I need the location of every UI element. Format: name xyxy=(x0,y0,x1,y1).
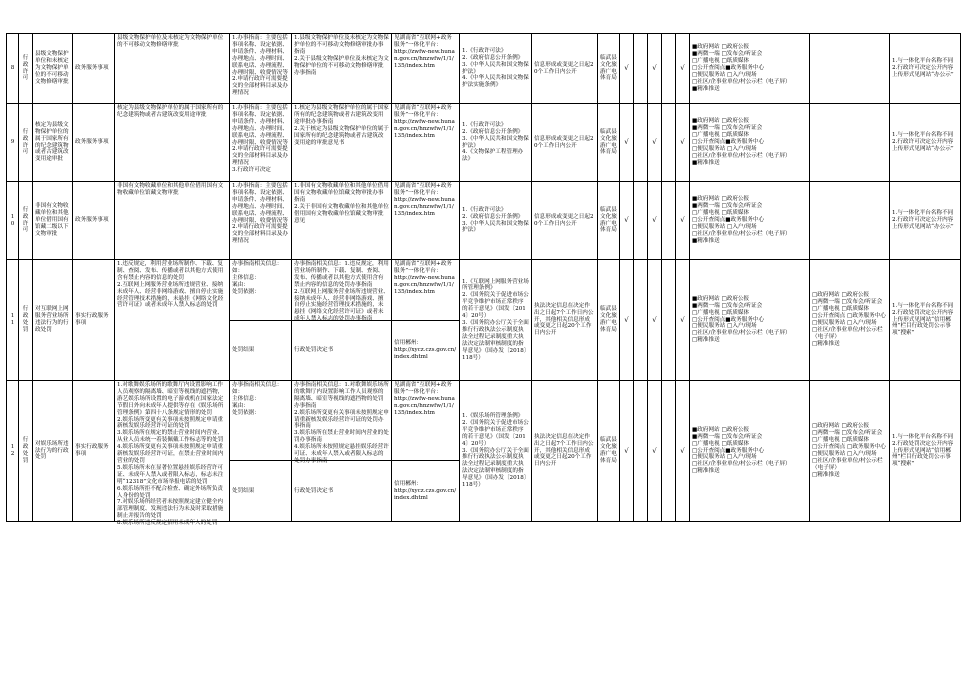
time-limit-cell: 执法决定信息在决定作出之日起7个工作日内公开，其他相关信息形成或变更之日起20个工作日内公开 xyxy=(532,381,598,522)
check-cell xyxy=(662,104,676,182)
remark-cell: 1.与一体化平台名称不同 2.行政许可决定公开内容上传形式见网站“办公示” xyxy=(890,182,961,260)
check-cell: √ xyxy=(620,260,634,381)
check-cell xyxy=(634,381,648,522)
item-name-cell: 核定为县级文物保护单位的属于国家所有的纪念建筑物或者古建筑改变用途审批 xyxy=(33,104,73,182)
basis-cell: 1.非国有文物收藏单位和其他单位借用国有文物收藏单位馆藏文物审批办事指南 2.关于非国有文物收藏单位和其他单位借用国有文物收藏单位馆藏文物审批意见 xyxy=(292,182,392,260)
row-number: 11 xyxy=(7,260,19,381)
check-cell xyxy=(634,34,648,104)
info-list-cell: 处罚结果 xyxy=(230,321,292,381)
public-scope-cell xyxy=(810,182,890,260)
publish-channels-cell: ■政府网站 □政府公报 ■两微一端 □发布会/听证会 □广播电视 □纸质媒体 □公开查阅点■政务服务中心 □便民服务站 □入户/现场 □社区/企事业单位/村公示栏（电子屏） □精准推送 xyxy=(690,260,810,381)
basis-cell: 1.核定为县级文物保护单位的属于国家所有的纪念建筑物或者古建筑改变用途审批办事指南 2.关于核定为县级文物保护单位的属于国家所有的纪念建筑物或者古建筑改变用途的审批意见书 xyxy=(292,104,392,182)
table-row xyxy=(7,104,961,182)
basis-cell: 办事指南相关信息：1.对歌舞娱乐场所的歌舞厅内设置影响工作人员观察的隔离墙、暗室等视线的遮挡物的处罚办事指南 2.娱乐场所变更有关事项未按照规定申请重新核发娱乐经营许可证的处罚办事指南 3.娱乐场所在禁止营业时间内营业的处罚办事指南 4.娱乐场所未按照规定悬挂娱乐经营许可证、未成年人禁入或者限入标志的处罚办事指南 xyxy=(292,381,392,461)
public-scope-cell: □政府网站 □政府公报 □两微一端 □发布会/听证会 □广播电视 □纸质媒体 □公开查阅点 □政务服务中心 □便民服务站 □入户/现场 □社区/企事业单位/村公示栏（电子屏） □精准推送 xyxy=(810,381,890,522)
channel-cell: 见湖南省“互联网+政务服务”一体化平台： http://zwfw-new.hunan.gov.cn/hnzwfw/1/1/135/index.htm xyxy=(392,182,460,260)
channel-cell: 见湖南省“互联网+政务服务”一体化平台： http://zwfw-new.hunan.gov.cn/hnzwfw/1/1/135/index.htm xyxy=(392,104,460,182)
time-limit-cell: 执法决定信息在决定作出之日起7个工作日内公开，其他相关信息形成或变更之日起20个工作日内公开 xyxy=(532,260,598,381)
category-cell: 行政处罚 xyxy=(19,260,33,381)
check-cell: √ xyxy=(648,381,662,522)
law-cell: 1.《行政许可法》 2.《政府信息公开条例》 3.《中华人民共和国文物保护法》 xyxy=(460,182,532,260)
law-cell: 1.《行政许可法》 2.《政府信息公开条例》 3.《中华人民共和国文物保护法》 4.《文物保护工程管理办法》 xyxy=(460,104,532,182)
info-list-cell: 办事指南相关信息： 如： 主体信息： 案由： 处罚依据： xyxy=(230,260,292,321)
category-cell: 行政许可 xyxy=(19,182,33,260)
time-limit-cell: 信息形成或变更之日起20个工作日内公开 xyxy=(532,104,598,182)
public-scope-cell: □政府网站 □政府公报 □两微一端 □发布会/听证会 □广播电视 □纸质媒体 □公开查阅点 □政务服务中心 □便民服务站 □入户/现场 □社区/企事业单位/村公示栏（电子屏） □精准推送 xyxy=(810,260,890,381)
remark-cell: 1.与一体化平台名称不同 2.行政许可决定公开内容上传形式见网站“办公示” xyxy=(890,104,961,182)
basis-cell: 1.县级文物保护单位及未核定为文物保护单位的不可移动文物修缮审批办事指南 2.关于县级文物保护单位及未核定为文物保护单位的不可移动文物修缮审批办事指南 xyxy=(292,34,392,104)
subject-cell: 临武县文化旅游广电体育局 xyxy=(598,104,620,182)
check-cell: √ xyxy=(676,260,690,381)
remark-cell: 1.与一体化平台名称不同 2.行政处罚决定公开内容上传形式见网站“信用郴州”栏目行政处罚公示事项“搜索” xyxy=(890,260,961,381)
law-cell: 1.《互联网上网服务营业场所管理条例》 2.《国务院关于促进市场公平竞争维护市场正常秩序的若干意见》（国发〔2014〕20号） 3.《国务院办公厅关于全面推行行政执法公示制度执法全过程记录制度重大执法决定法制审核制度的指导意见》（国办发〔2018〕118号） xyxy=(460,260,532,381)
subject-cell: 临武县文化旅游广电体育局 xyxy=(598,381,620,522)
check-cell xyxy=(634,182,648,260)
table-body xyxy=(7,34,961,527)
channel-cell: 见湖南省“互联网+政务服务”一体化平台： http://zwfw-new.hunan.gov.cn/hnzwfw/1/1/135/index.htm xyxy=(392,260,460,321)
check-cell xyxy=(662,182,676,260)
channel-cell: 信用郴州： http://xycz.czs.gov.cn/index.dhtml xyxy=(392,461,460,522)
remark-cell: 1.与一体化平台名称不同 2.行政许可决定公开内容上传形式见网站“办公示” xyxy=(890,34,961,104)
publish-channels-cell: ■政府网站 □政府公报 ■两微一端 □发布会/听证会 □广播电视 □纸质媒体 □公开查阅点■政务服务中心 □便民服务站 □入户/现场 □社区/企事业单位/村公示栏（电子屏） ■精准推送 xyxy=(690,34,810,104)
check-cell xyxy=(662,381,676,522)
time-limit-cell: 信息形成或变更之日起20个工作日内公开 xyxy=(532,34,598,104)
check-cell: √ xyxy=(648,260,662,381)
category-cell: 行政许可 xyxy=(19,104,33,182)
row-number: 8 xyxy=(7,34,19,104)
basis-cell: 行政处罚决定书 xyxy=(292,461,392,522)
info-list-cell: 1.办事指南：主要包括事项名称、设定依据、申请条件、办理材料、办理地点、办理时间、联系电话、办理流程、办理时限、收费情况等 2.申请行政许可需要提交的全部材料目录及办理情况 xyxy=(230,182,292,260)
check-cell xyxy=(634,260,648,381)
check-cell xyxy=(662,260,676,381)
table-row xyxy=(7,260,961,321)
channel-cell: 信用郴州： http://xycz.czs.gov.cn/index.dhtml xyxy=(392,321,460,381)
channel-cell: 见湖南省“互联网+政务服务”一体化平台： http://zwfw-new.hunan.gov.cn/hnzwfw/1/1/135/index.htm xyxy=(392,381,460,461)
check-cell xyxy=(634,104,648,182)
publish-channels-cell: ■政府网站 □政府公报 ■两微一端 □发布会/听证会 □广播电视 □纸质媒体 □公开查阅点■政务服务中心 □便民服务站 □入户/现场 □社区/企事业单位/村公示栏（电子屏） ■精准推送 xyxy=(690,104,810,182)
disclosure-table xyxy=(6,33,961,527)
row-number: 9 xyxy=(7,104,19,182)
publish-channels-cell: ■政府网站 □政府公报 ■两微一端 □发布会/听证会 □广播电视 □纸质媒体 □公开查阅点■政务服务中心 □便民服务站 □入户/现场 □社区/企事业单位/村公示栏（电子屏） ■精准推送 xyxy=(690,182,810,260)
check-cell: √ xyxy=(648,182,662,260)
basis-cell: 办事指南相关信息：1.违反规定，利用营业场所制作、下载、复制、查阅、发布、传播或者以其他方式使用含有禁止内容的信息的处罚办事指南 2.互联网上网服务营业场所违规营业、接纳未成年人、经营非网络游戏、擅自停止实施经营管理技术措施的，未悬挂《网络文化经营许可证》或者未成年人禁入标志的处罚办事指南 xyxy=(292,260,392,321)
content-cell: 县级文物保护单位及未核定为文物保护单位的不可移动文物修缮审批 xyxy=(115,34,230,104)
subject-cell: 临武县文化旅游广电体育局 xyxy=(598,34,620,104)
check-cell: √ xyxy=(676,381,690,522)
public-scope-cell xyxy=(810,34,890,104)
item-type-cell: 事实行政服务事项 xyxy=(73,381,115,522)
table-row xyxy=(7,182,961,260)
disclosure-table-sheet xyxy=(0,33,954,527)
check-cell: √ xyxy=(648,104,662,182)
public-scope-cell xyxy=(810,104,890,182)
check-cell: √ xyxy=(620,34,634,104)
item-name-cell: 对娱乐场所违法行为的行政处罚 xyxy=(33,381,73,522)
item-name-cell: 非国有文物收藏单位和其他单位借用国有馆藏二级以下文物审批 xyxy=(33,182,73,260)
check-cell: √ xyxy=(676,182,690,260)
check-cell: √ xyxy=(648,34,662,104)
check-cell: √ xyxy=(620,381,634,522)
item-type-cell: 事实行政服务事项 xyxy=(73,260,115,381)
table-row xyxy=(7,381,961,461)
content-cell: 1.违反规定，利用营业场所制作、下载、复制、查阅、发布、传播或者以其他方式使用含有禁止内容的信息的处罚 2.互联网上网服务营业场所违规营业、接纳未成年人、经营非网络游戏、擅自停止实施经营管理技术措施的，未悬挂《网络文化经营许可证》或者未成年人禁入标志的处罚 xyxy=(115,260,230,381)
item-name-cell: 县级文物保护单位和未核定为文物保护单位的不可移动文物修缮审批 xyxy=(33,34,73,104)
time-limit-cell: 信息形成或变更之日起20个工作日内公开 xyxy=(532,182,598,260)
check-cell: √ xyxy=(676,34,690,104)
item-name-cell: 对互联网上网服务营业场所违法行为的行政处罚 xyxy=(33,260,73,381)
channel-cell: 见湖南省“互联网+政务服务”一体化平台： http://zwfw-new.hunan.gov.cn/hnzwfw/1/1/135/index.htm xyxy=(392,34,460,104)
content-cell: 核定为县级文物保护单位的属于国家所有的纪念建筑物或者古建筑改变用途审批 xyxy=(115,104,230,182)
info-list-cell: 1.办事指南：主要包括事项名称、设定依据、申请条件、办理材料、办理地点、办理时间、联系电话、办理流程、办理时限、收费情况等 2.申请行政许可需要提交的全部材料目录及办理情况 3.行政许可决定 xyxy=(230,104,292,182)
subject-cell: 临武县文化旅游广电体育局 xyxy=(598,182,620,260)
check-cell: √ xyxy=(676,104,690,182)
content-cell: 1.对歌舞娱乐场所的歌舞厅内设置影响工作人员观察的隔离墙、暗室等视线的遮挡物，游艺娱乐场所设置的电子游戏机在国家法定节假日外向未成年人提供等存在《娱乐场所管理条例》第四十八条规定情形的处罚 2.娱乐场所变更有关事项未按照规定申请重新核发娱乐经营许可证的处罚 3.娱乐场所在规定的禁止营业时间内营业、从业人员未统一着装佩戴工作标志等的处罚 4.娱乐场所变更有关事项未按照规定申请重新核发娱乐经营许可证，在禁止营业时间内营业的处罚 5.娱乐场所未在显著位置悬挂娱乐经营许可证、未成年人禁入或者限入标志，标志未注明“12318”文化市场举报电话的处罚 6.娱乐场所拒不配合检查、确定外场所负责人身份的处罚 7.对娱乐场所经营者未按照规定建立健全内部管理制度、发现违法行为未及时采取措施制止并报告的处罚 8.娱乐场所违反规定招用未成年人的处罚 xyxy=(115,381,230,522)
category-cell: 行政处罚 xyxy=(19,381,33,522)
category-cell: 行政许可 xyxy=(19,34,33,104)
subject-cell: 临武县文化旅游广电体育局 xyxy=(598,260,620,381)
info-list-cell: 处罚结果 xyxy=(230,461,292,522)
row-number: 12 xyxy=(7,381,19,522)
law-cell: 1.《娱乐场所管理条例》 2.《国务院关于促进市场公平竞争维护市场正常秩序的若干意见》（国发〔2014〕20号） 3.《国务院办公厅关于全面推行行政执法公示制度执法全过程记录制度重大执法决定法制审核制度的指导意见》（国办发〔2018〕118号） xyxy=(460,381,532,522)
check-cell xyxy=(662,34,676,104)
basis-cell: 行政处罚决定书 xyxy=(292,321,392,381)
item-type-cell: 政务服务事项 xyxy=(73,104,115,182)
check-cell: √ xyxy=(620,182,634,260)
row-number: 10 xyxy=(7,182,19,260)
check-cell: √ xyxy=(620,104,634,182)
item-type-cell: 政务服务事项 xyxy=(73,34,115,104)
info-list-cell: 1.办事指南：主要包括事项名称、设定依据、申请条件、办理材料、办理地点、办理时间、联系电话、办理流程、办理时限、收费情况等 2.申请行政许可需要提交的全部材料目录及办理情况 xyxy=(230,34,292,104)
info-list-cell: 办事指南相关信息： 如： 主体信息： 案由： 处罚依据： xyxy=(230,381,292,461)
law-cell: 1.《行政许可法》 2.《政府信息公开条例》 3.《中华人民共和国文物保护法》 4.《中华人民共和国文物保护法实施条例》 xyxy=(460,34,532,104)
remark-cell: 1.与一体化平台名称不同 2.行政处罚决定公开内容上传形式见网站“信用郴州”栏目行政处罚公示事项“搜索” xyxy=(890,381,961,522)
table-row xyxy=(7,34,961,104)
item-type-cell: 政务服务事项 xyxy=(73,182,115,260)
publish-channels-cell: ■政府网站 □政府公报 ■两微一端 □发布会/听证会 □广播电视 □纸质媒体 □公开查阅点■政务服务中心 □便民服务站 □入户/现场 □社区/企事业单位/村公示栏（电子屏） □精准推送 xyxy=(690,381,810,522)
content-cell: 非国有文物收藏单位和其他单位借用国有文物收藏单位馆藏文物审批 xyxy=(115,182,230,260)
